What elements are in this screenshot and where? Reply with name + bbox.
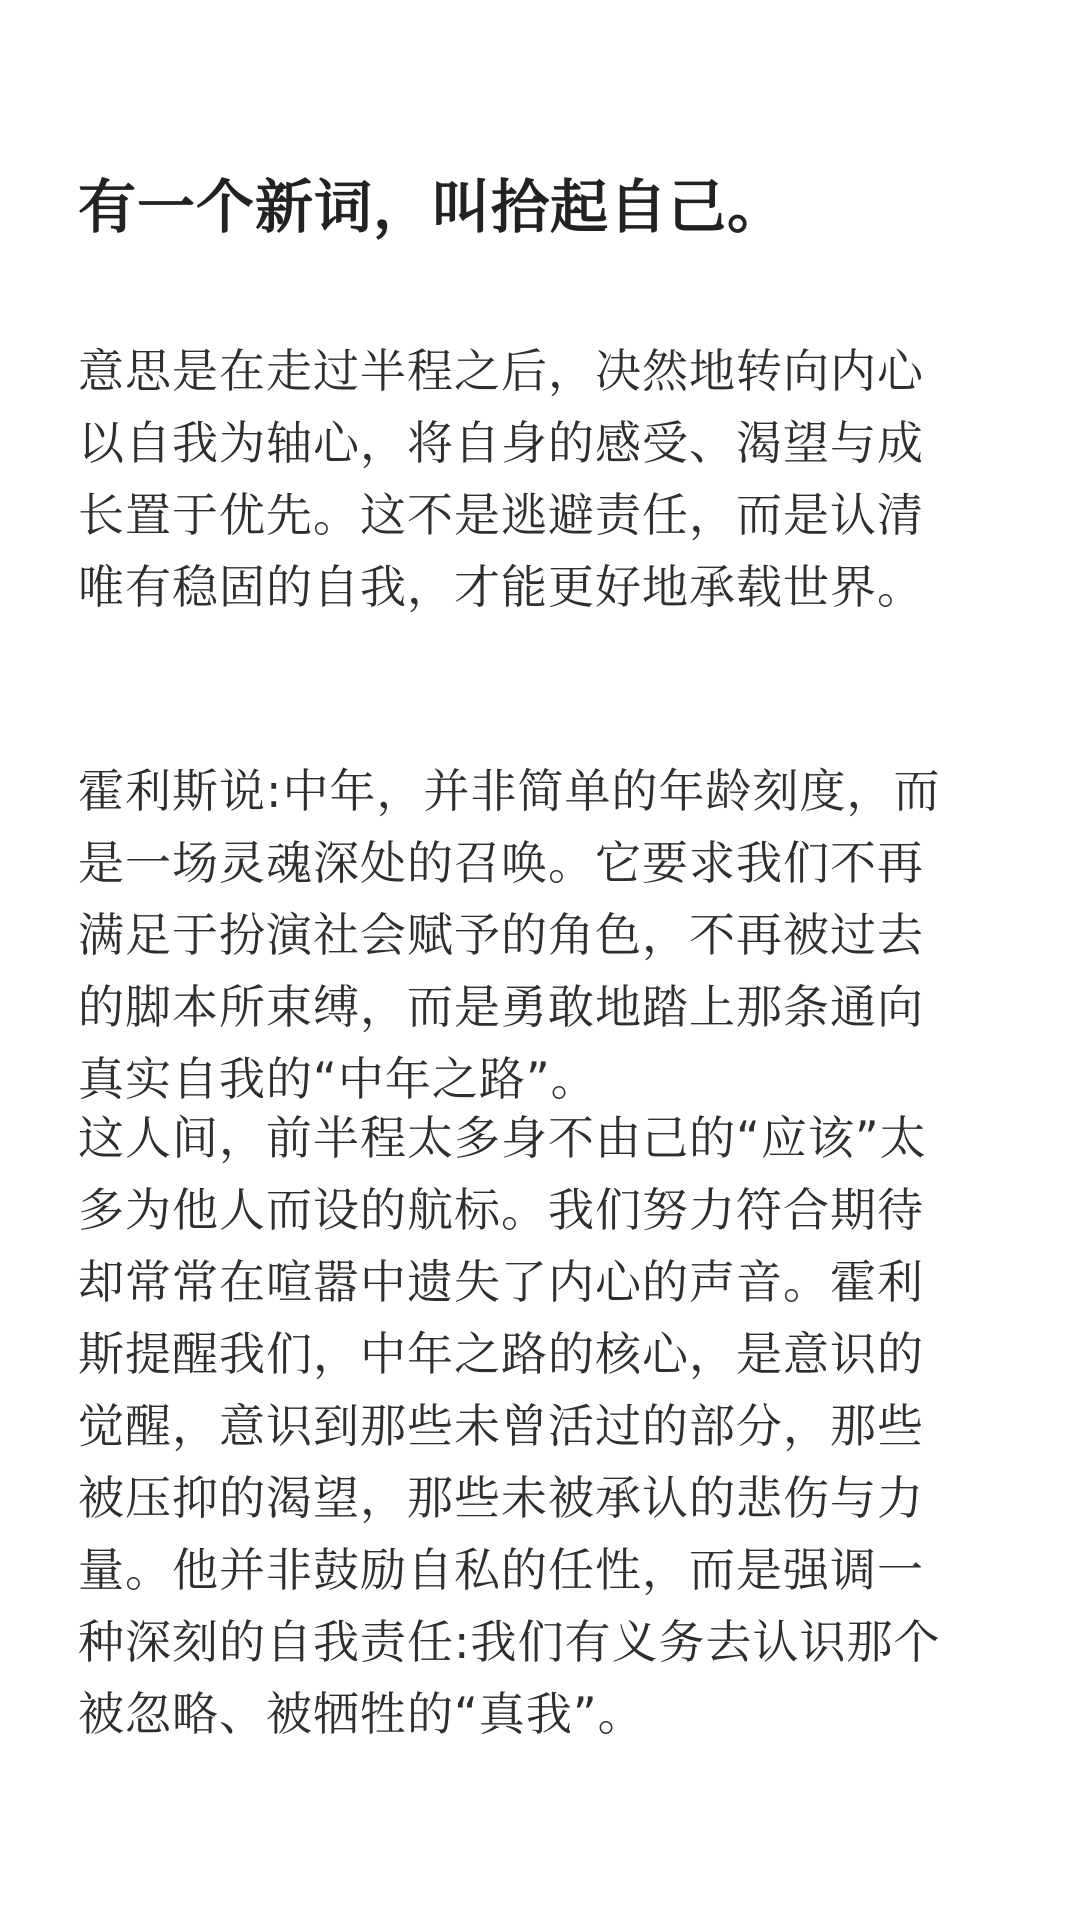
text-line: 满足于扮演社会赋予的角色，不再被过去 [78,908,924,962]
text-line: 被压抑的渴望，那些未被承认的悲伤与力 [78,1471,924,1525]
text-line: 的脚本所束缚，而是勇敢地踏上那条通向 [78,980,924,1034]
text-line: 却常常在喧嚣中遗失了内心的声音。霍利 [78,1255,924,1309]
paragraph-3 [78,1102,941,1750]
text-line: 以自我为轴心，将自身的感受、渴望与成 [78,416,924,470]
article-title: 有一个新词，叫拾起自己。 [78,173,787,241]
text-line: 斯提醒我们，中年之路的核心，是意识的 [78,1327,924,1381]
text-line: 种深刻的自我责任:我们有义务去认识那个 [78,1615,941,1669]
text-line: 霍利斯说:中年，并非简单的年龄刻度，而 [78,764,941,818]
paragraph-2 [78,755,941,1115]
text-line: 多为他人而设的航标。我们努力符合期待 [78,1183,924,1237]
text-line: 被忽略、被牺牲的“真我”。 [78,1687,645,1741]
text-line: 唯有稳固的自我，才能更好地承载世界。 [78,560,924,614]
text-line: 觉醒，意识到那些未曾活过的部分，那些 [78,1399,924,1453]
text-line: 长置于优先。这不是逃避责任，而是认清 [78,488,924,542]
paragraph-1 [78,335,924,623]
text-line: 真实自我的“中年之路”。 [78,1052,598,1106]
text-line: 是一场灵魂深处的召唤。它要求我们不再 [78,836,924,890]
text-line: 这人间，前半程太多身不由己的“应该”太 [78,1111,927,1165]
text-line: 意思是在走过半程之后，决然地转向内心 [78,344,924,398]
text-line: 量。他并非鼓励自私的任性，而是强调一 [78,1543,924,1597]
